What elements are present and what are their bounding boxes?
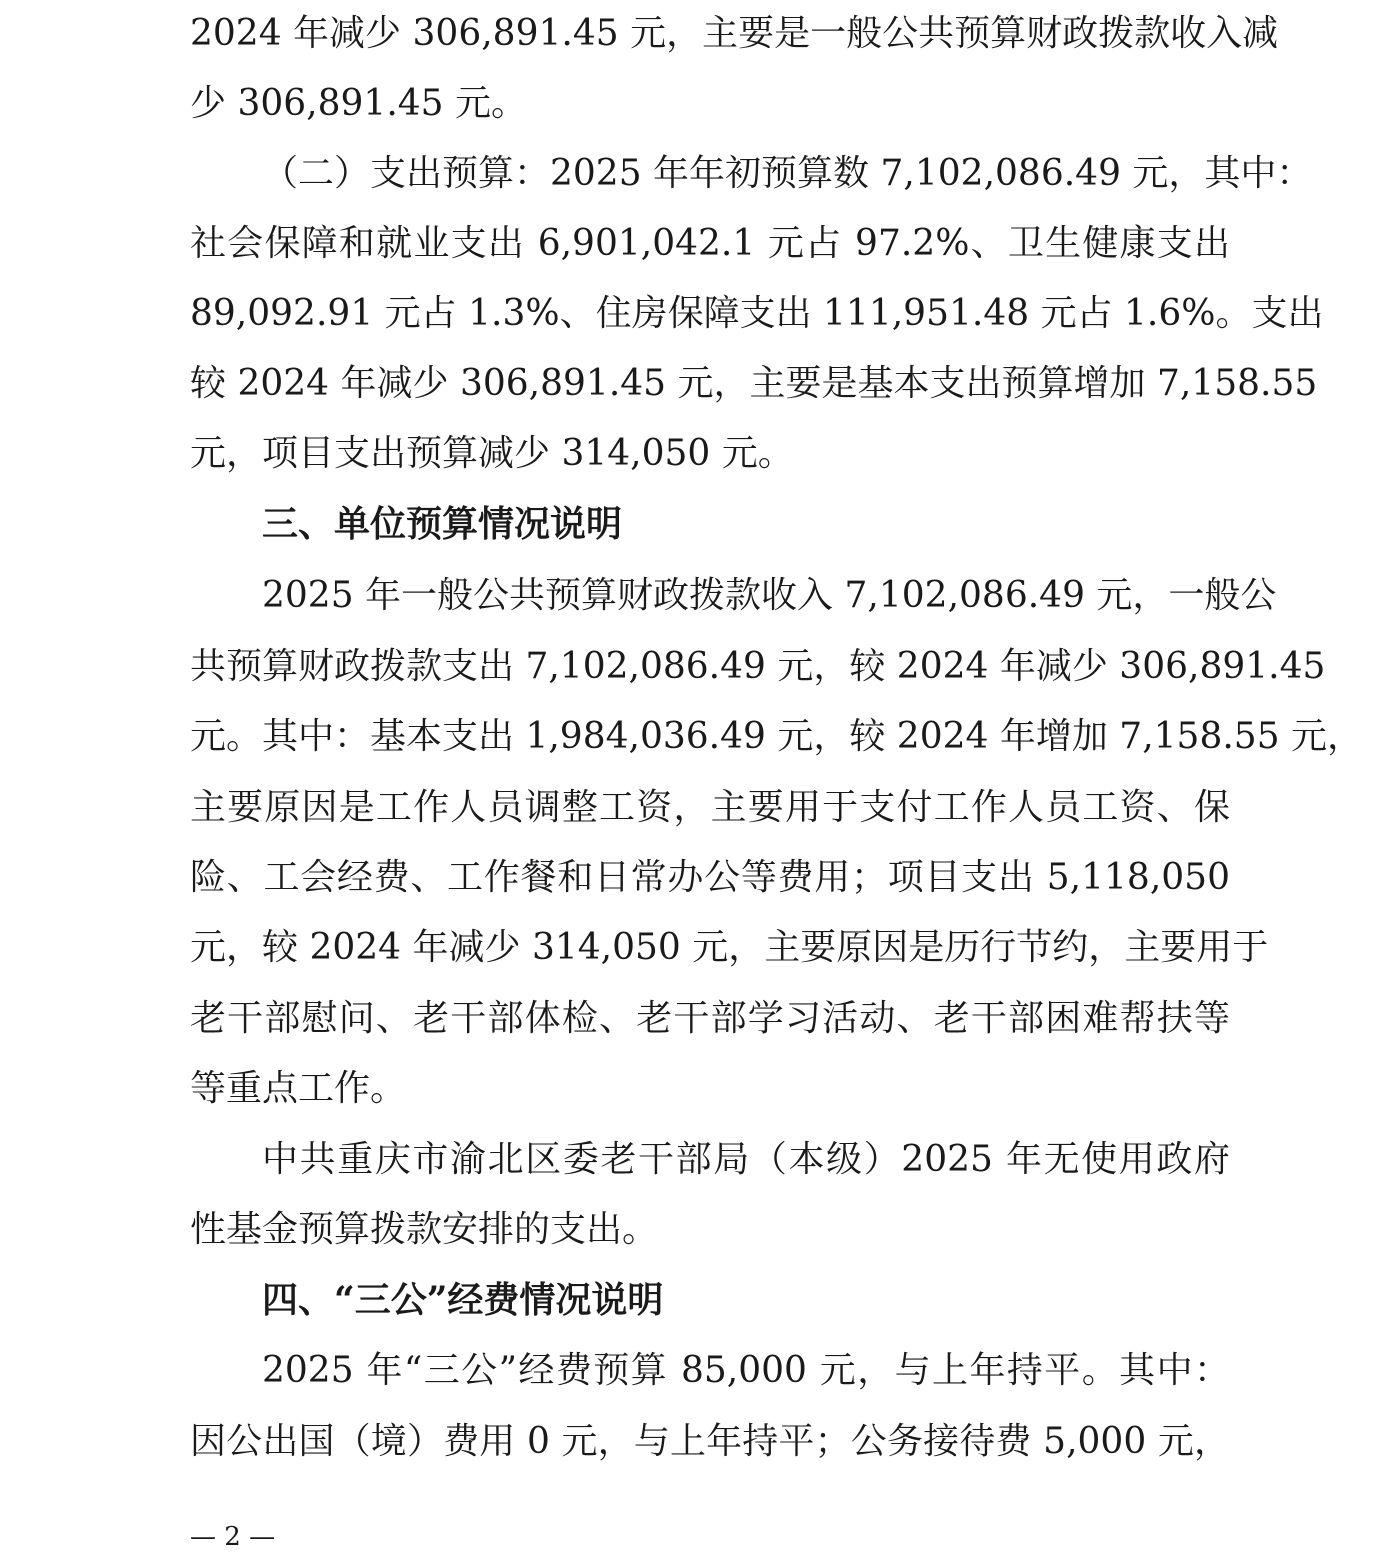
paragraph-line: 元，较 2024 年减少 314,050 元，主要原因是历行节约，主要用于 — [190, 927, 1269, 968]
paragraph-line: 2024 年减少 306,891.45 元，主要是一般公共预算财政拨款收入减 — [190, 13, 1279, 54]
paragraph-line: 险、工会经费、工作餐和日常办公等费用；项目支出 5,118,050 — [190, 857, 1230, 898]
page-number: — 2 — — [190, 1522, 276, 1552]
paragraph-line: 元，项目支出预算减少 314,050 元。 — [190, 433, 794, 474]
paragraph-line: 因公出国（境）费用 0 元，与上年持平；公务接待费 5,000 元， — [190, 1421, 1230, 1462]
section-heading: 三、单位预算情况说明 — [262, 503, 623, 545]
paragraph-line: 共预算财政拨款支出 7,102,086.49 元，较 2024 年减少 306,891.45 — [190, 646, 1326, 687]
paragraph-line: 2025 年一般公共预算财政拨款收入 7,102,086.49 元，一般公 — [262, 575, 1277, 616]
paragraph-line: 主要原因是工作人员调整工资，主要用于支付工作人员工资、保 — [190, 787, 1230, 828]
paragraph-line: 社会保障和就业支出 6,901,042.1 元占 97.2%、卫生健康支出 — [190, 223, 1230, 264]
paragraph-line: 89,092.91 元占 1.3%、住房保障支出 111,951.48 元占 1.6%。支出 — [190, 293, 1324, 334]
paragraph-line: （二）支出预算：2025 年年初预算数 7,102,086.49 元，其中： — [262, 153, 1313, 194]
paragraph-line: 少 306,891.45 元。 — [190, 83, 528, 124]
paragraph-line: 老干部慰问、老干部体检、老干部学习活动、老干部困难帮扶等 — [190, 998, 1230, 1039]
paragraph-line: 等重点工作。 — [190, 1068, 407, 1109]
paragraph-line: 性基金预算拨款安排的支出。 — [190, 1209, 659, 1250]
paragraph-line: 元。其中：基本支出 1,984,036.49 元，较 2024 年增加 7,158.55 元， — [190, 716, 1364, 757]
paragraph-line: 较 2024 年减少 306,891.45 元，主要是基本支出预算增加 7,158.55 — [190, 363, 1318, 404]
paragraph-line: 2025 年“三公”经费预算 85,000 元，与上年持平。其中： — [262, 1350, 1230, 1391]
section-heading: 四、“三公”经费情况说明 — [262, 1279, 664, 1321]
paragraph-line: 中共重庆市渝北区委老干部局（本级）2025 年无使用政府 — [262, 1139, 1230, 1180]
